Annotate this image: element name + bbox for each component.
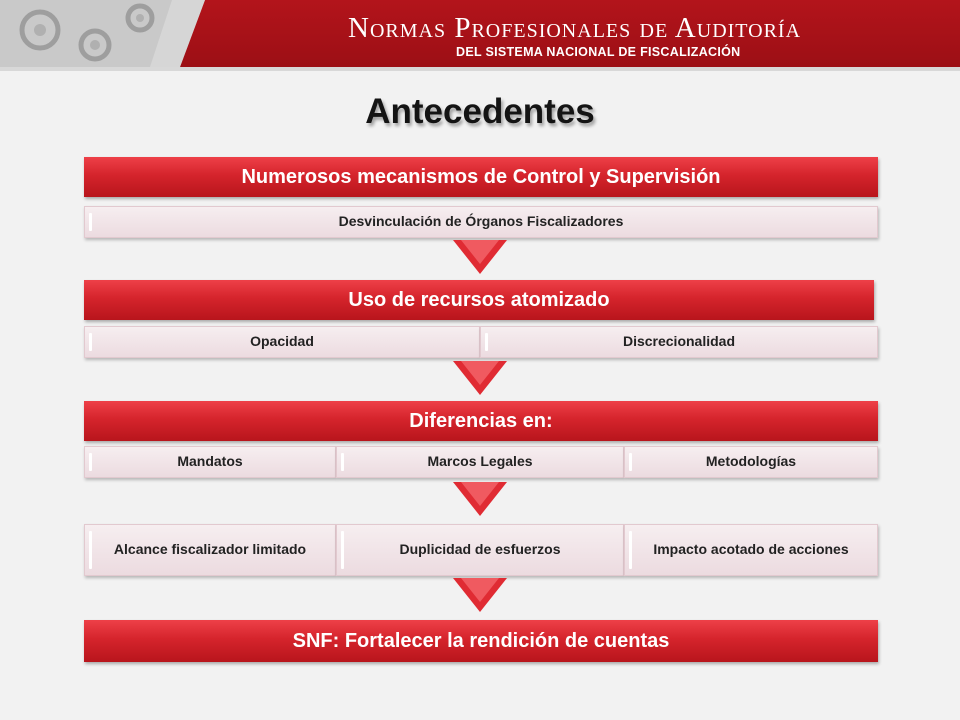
down-arrow-1 [451,240,509,276]
header-subtitle: DEL SISTEMA NACIONAL DE FISCALIZACIÓN [456,45,741,59]
gears-graphic [0,0,240,67]
down-arrow-4 [451,578,509,614]
level4-item-1: Alcance fiscalizador limitado [84,524,336,576]
level2-title-bar: Uso de recursos atomizado [84,280,874,320]
header-title: Normas Profesionales de Auditoría [348,12,802,44]
level1-title-bar: Numerosos mecanismos de Control y Supervisión [84,157,878,197]
level2-item-2: Discrecionalidad [480,326,878,358]
level3-title-bar: Diferencias en: [84,401,878,441]
level4-item-3: Impacto acotado de acciones [624,524,878,576]
header-divider [0,67,960,71]
level3-item-3: Metodologías [624,446,878,478]
level1-item-1: Desvinculación de Órganos Fiscalizadores [84,206,878,238]
down-arrow-2 [451,361,509,397]
level4-item-2: Duplicidad de esfuerzos [336,524,624,576]
page-title: Antecedentes [365,92,595,131]
level3-item-2: Marcos Legales [336,446,624,478]
header-banner [0,0,960,67]
level2-item-1: Opacidad [84,326,480,358]
down-arrow-3 [451,482,509,518]
conclusion-bar: SNF: Fortalecer la rendición de cuentas [84,620,878,662]
level3-item-1: Mandatos [84,446,336,478]
